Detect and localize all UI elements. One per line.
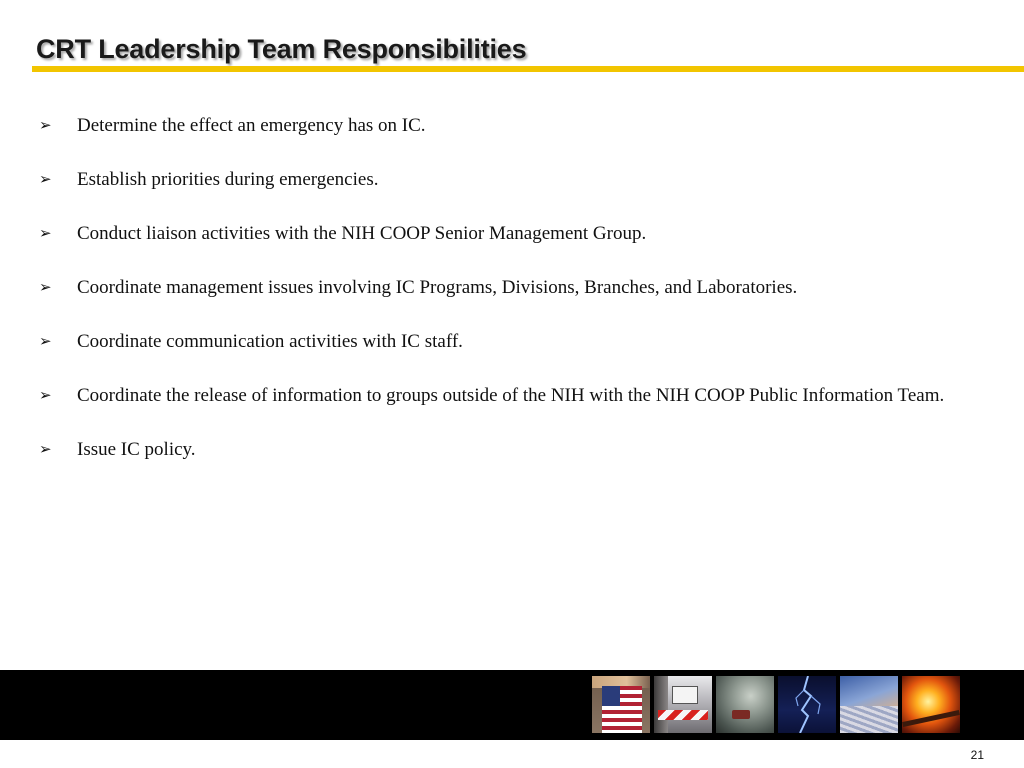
list-item bbox=[36, 112, 976, 139]
arrow-bullet-icon: ➢ bbox=[39, 116, 52, 134]
bullet-text: Coordinate communication activities with IC staff. bbox=[77, 331, 463, 352]
list-item bbox=[36, 328, 976, 355]
page-number: 21 bbox=[970, 748, 984, 762]
arrow-bullet-icon: ➢ bbox=[39, 224, 52, 242]
bridge-closed-photo-icon bbox=[654, 676, 712, 733]
lightning-photo-icon bbox=[778, 676, 836, 733]
slide-title: CRT Leadership Team Responsibilities bbox=[36, 34, 527, 64]
hands-photo-icon bbox=[840, 676, 898, 733]
list-item bbox=[36, 436, 976, 463]
bullet-text: Coordinate management issues involving IC Programs, Divisions, Branches, and Laboratories. bbox=[77, 277, 798, 298]
footer-photo-strip bbox=[592, 676, 960, 733]
list-item bbox=[36, 274, 976, 301]
bullet-text: Establish priorities during emergencies. bbox=[77, 169, 379, 190]
title-underline bbox=[32, 66, 1024, 72]
bullet-text: Coordinate the release of information to groups outside of the NIH with the NIH COOP Public Information Team. bbox=[77, 385, 945, 406]
arrow-bullet-icon: ➢ bbox=[39, 170, 52, 188]
arrow-bullet-icon: ➢ bbox=[39, 386, 52, 404]
list-item bbox=[36, 166, 976, 193]
list-item bbox=[36, 220, 976, 247]
bullet-text: Determine the effect an emergency has on IC. bbox=[77, 115, 426, 136]
bullet-text: Issue IC policy. bbox=[77, 439, 196, 460]
arrow-bullet-icon: ➢ bbox=[39, 440, 52, 458]
list-item bbox=[36, 382, 976, 409]
bullet-list bbox=[36, 112, 976, 490]
bullet-text: Conduct liaison activities with the NIH COOP Senior Management Group. bbox=[77, 223, 647, 244]
american-flag-photo-icon bbox=[592, 676, 650, 733]
arrow-bullet-icon: ➢ bbox=[39, 278, 52, 296]
storm-photo-icon bbox=[716, 676, 774, 733]
arrow-bullet-icon: ➢ bbox=[39, 332, 52, 350]
fire-photo-icon bbox=[902, 676, 960, 733]
